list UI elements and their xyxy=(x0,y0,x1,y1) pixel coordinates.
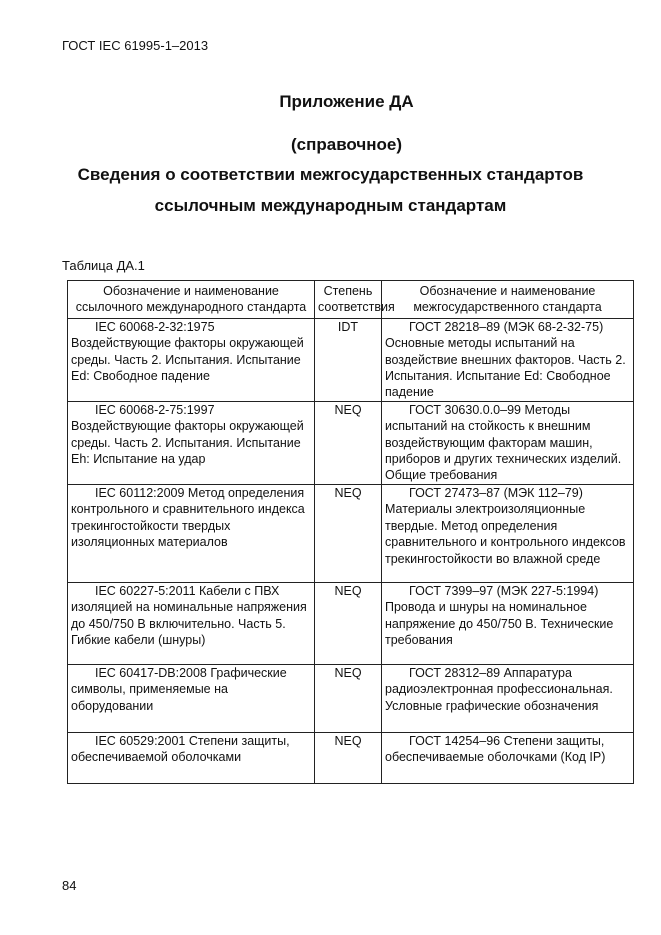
national-standard-cell: ГОСТ 27473–87 (МЭК 112–79) Материалы электроизоляционные твердые. Метод определения сравнительного и контрольного индексов трекингостойкости во влажной среде xyxy=(382,484,634,582)
degree-cell: NEQ xyxy=(315,484,382,582)
international-standard-cell: IEC 60068-2-32:1975 Воздействующие факторы окружающей среды. Часть 2. Испытания. Испытание Ed: Свободное падение xyxy=(68,318,315,401)
national-standard-cell: ГОСТ 14254–96 Степени защиты, обеспечиваемые оболочками (Код IP) xyxy=(382,732,634,783)
international-standard-cell: IEC 60227-5:2011 Кабели с ПВХ изоляцией на номинальные напряжения до 450/750 В включительно. Часть 5. Гибкие кабели (шнуры) xyxy=(68,582,315,664)
column-header-national: Обозначение и наименование межгосударственного стандарта xyxy=(382,281,634,319)
international-standard-cell: IEC 60068-2-75:1997 Воздействующие факторы окружающей среды. Часть 2. Испытания. Испытание Eh: Испытание на удар xyxy=(68,401,315,484)
table-row xyxy=(68,582,634,664)
national-standard-cell: ГОСТ 28218–89 (МЭК 68-2-32-75) Основные методы испытаний на воздействие внешних факторов. Часть 2. Испытания. Испытание Ed: Свободное падение xyxy=(382,318,634,401)
document-header: ГОСТ IEC 61995-1–2013 xyxy=(62,38,209,53)
national-standard-cell: ГОСТ 28312–89 Аппаратура радиоэлектронная профессиональная. Условные графические обозначения xyxy=(382,664,634,732)
heading-line-1: Сведения о соответствии межгосударственных стандартов xyxy=(77,165,584,184)
table-row xyxy=(68,664,634,732)
appendix-type: (справочное) xyxy=(290,135,403,154)
table-row xyxy=(68,318,634,401)
national-standard-cell: ГОСТ 7399–97 (МЭК 227-5:1994) Провода и шнуры на номинальное напряжение до 450/750 В. Технические требования xyxy=(382,582,634,664)
table-row xyxy=(68,484,634,582)
international-standard-cell: IEC 60529:2001 Степени защиты, обеспечиваемой оболочками xyxy=(68,732,315,783)
degree-cell: NEQ xyxy=(315,732,382,783)
degree-cell: NEQ xyxy=(315,582,382,664)
column-header-international: Обозначение и наименование ссылочного международного стандарта xyxy=(68,281,315,319)
degree-cell: NEQ xyxy=(315,401,382,484)
table-caption: Таблица ДА.1 xyxy=(62,258,145,273)
table-row xyxy=(68,732,634,783)
international-standard-cell: IEC 60112:2009 Метод определения контрольного и сравнительного индекса трекингостойкости твердых изоляционных материалов xyxy=(68,484,315,582)
standards-table xyxy=(67,280,634,784)
national-standard-cell: ГОСТ 30630.0.0–99 Методы испытаний на стойкость к внешним воздействующим факторам машин, приборов и других технических изделий. Общие требования xyxy=(382,401,634,484)
degree-cell: IDT xyxy=(315,318,382,401)
heading-line-2: ссылочным международным стандартам xyxy=(154,196,507,215)
page-number: 84 xyxy=(62,878,77,893)
column-header-degree: Степень соответствия xyxy=(315,281,382,319)
table-row xyxy=(68,401,634,484)
table-header-row xyxy=(68,281,634,319)
degree-cell: NEQ xyxy=(315,664,382,732)
international-standard-cell: IEC 60417-DB:2008 Графические символы, применяемые на оборудовании xyxy=(68,664,315,732)
appendix-title: Приложение ДА xyxy=(279,92,414,111)
